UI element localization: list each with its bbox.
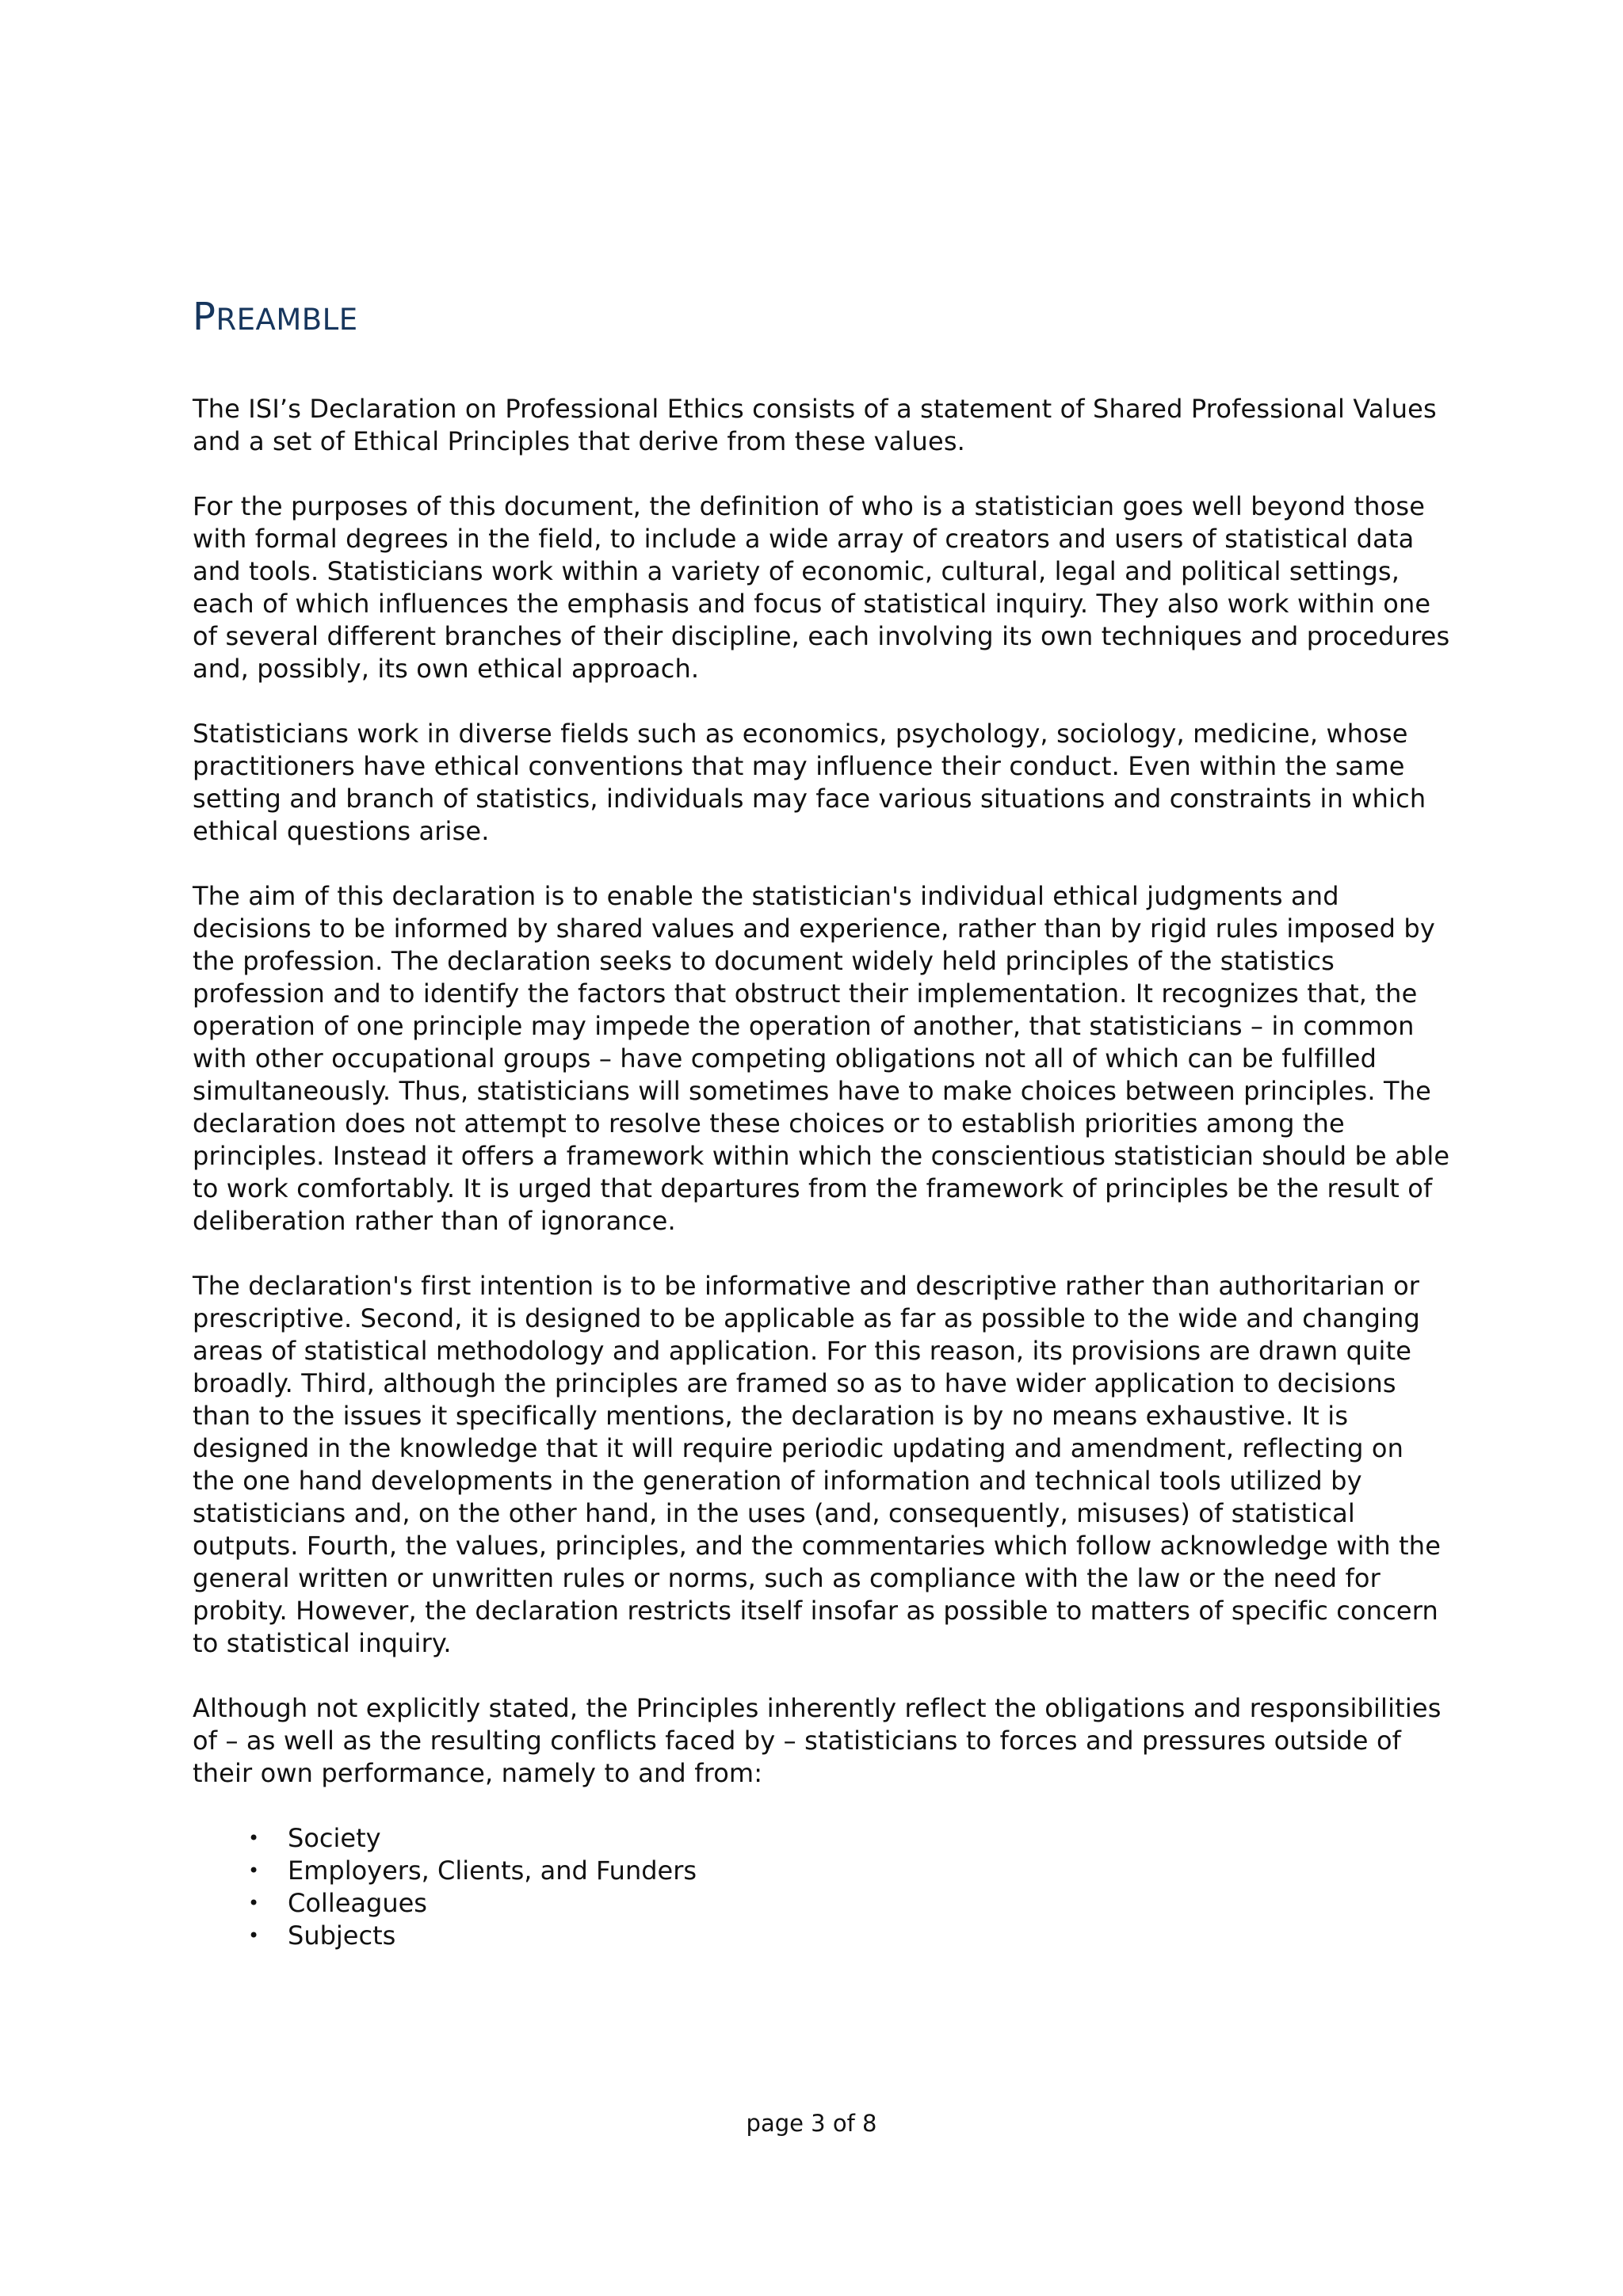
bullet-list <box>193 1822 1453 1952</box>
list-item-label: Colleagues <box>288 1888 427 1918</box>
bullet-icon: • <box>248 1859 260 1882</box>
list-item <box>193 1855 1453 1887</box>
section-heading <box>193 293 1453 353</box>
paragraph-fields: Statisticians work in diverse fields such as economics, psychology, sociology, medicine, whose practitioners have ethical conventions that may influence their conduct. Even within the same setting and branch of statistics, individuals may face various situations and constraints in which ethical questions arise. <box>193 719 1426 846</box>
page-content <box>193 293 1453 1952</box>
list-item <box>193 1920 1453 1952</box>
paragraph-aim: The aim of this declaration is to enable the statistician's individual ethical judgments and decisions to be informed by shared values and experience, rather than by rigid rules imposed by the profession. The declaration seeks to document widely held principles of the statistics profession and to identify the factors that obstruct their implementation. It recognizes that, the operation of one principle may impede the operation of another, that statisticians – in common with other occupational groups – have competing obligations not all of which can be fulfilled simultaneously. Thus, statisticians will sometimes have to make choices between principles. The declaration does not attempt to resolve these choices or to establish priorities among the principles. Instead it offers a framework within which the conscientious statistician should be able to work comfortably. It is urged that departures from the framework of principles be the result of deliberation rather than of ignorance. <box>193 881 1450 1236</box>
list-item-label: Society <box>288 1823 381 1853</box>
bullet-icon: • <box>248 1892 260 1914</box>
paragraph-definition: For the purposes of this document, the definition of who is a statistician goes well beyond those with formal degrees in the field, to include a wide array of creators and users of statistical data and tools. Statisticians work within a variety of economic, cultural, legal and political settings, each of which influences the emphasis and focus of statistical inquiry. They also work within one of several different branches of their discipline, each involving its own techniques and procedures and, possibly, its own ethical approach. <box>193 491 1450 684</box>
paragraph-intro: The ISI’s Declaration on Professional Ethics consists of a statement of Shared Professional Values and a set of Ethical Principles that derive from these values. <box>193 394 1437 456</box>
bullet-icon: • <box>248 1827 260 1849</box>
paragraph-intention: The declaration's first intention is to be informative and descriptive rather than authoritarian or prescriptive. Second, it is designed to be applicable as far as possible to the wide and changing areas of statistical methodology and application. For this reason, its provisions are drawn quite broadly. Third, although the principles are framed so as to have wider application to decisions than to the issues it specifically mentions, the declaration is by no means exhaustive. It is designed in the knowledge that it will require periodic updating and amendment, reflecting on the one hand developments in the generation of information and technical tools utilized by statisticians and, on the other hand, in the uses (and, consequently, misuses) of statistical outputs. Fourth, the values, principles, and the commentaries which follow acknowledge with the general written or unwritten rules or norms, such as compliance with the law or the need for probity. However, the declaration restricts itself insofar as possible to matters of specific concern to statistical inquiry. <box>193 1271 1442 1658</box>
paragraph-obligations: Although not explicitly stated, the Principles inherently reflect the obligations and responsibilities of – as well as the resulting conflicts faced by – statisticians to forces and pressures outside of their own performance, namely to and from: <box>193 1693 1442 1788</box>
list-item <box>193 1887 1453 1920</box>
bullet-icon: • <box>248 1924 260 1947</box>
list-item-label: Employers, Clients, and Funders <box>288 1855 697 1886</box>
list-item-label: Subjects <box>288 1920 396 1951</box>
heading-rest: REAMBLE <box>216 303 358 337</box>
heading-first-letter: P <box>193 295 216 339</box>
page-number: page 3 of 8 <box>746 2110 877 2137</box>
list-item <box>193 1822 1453 1855</box>
